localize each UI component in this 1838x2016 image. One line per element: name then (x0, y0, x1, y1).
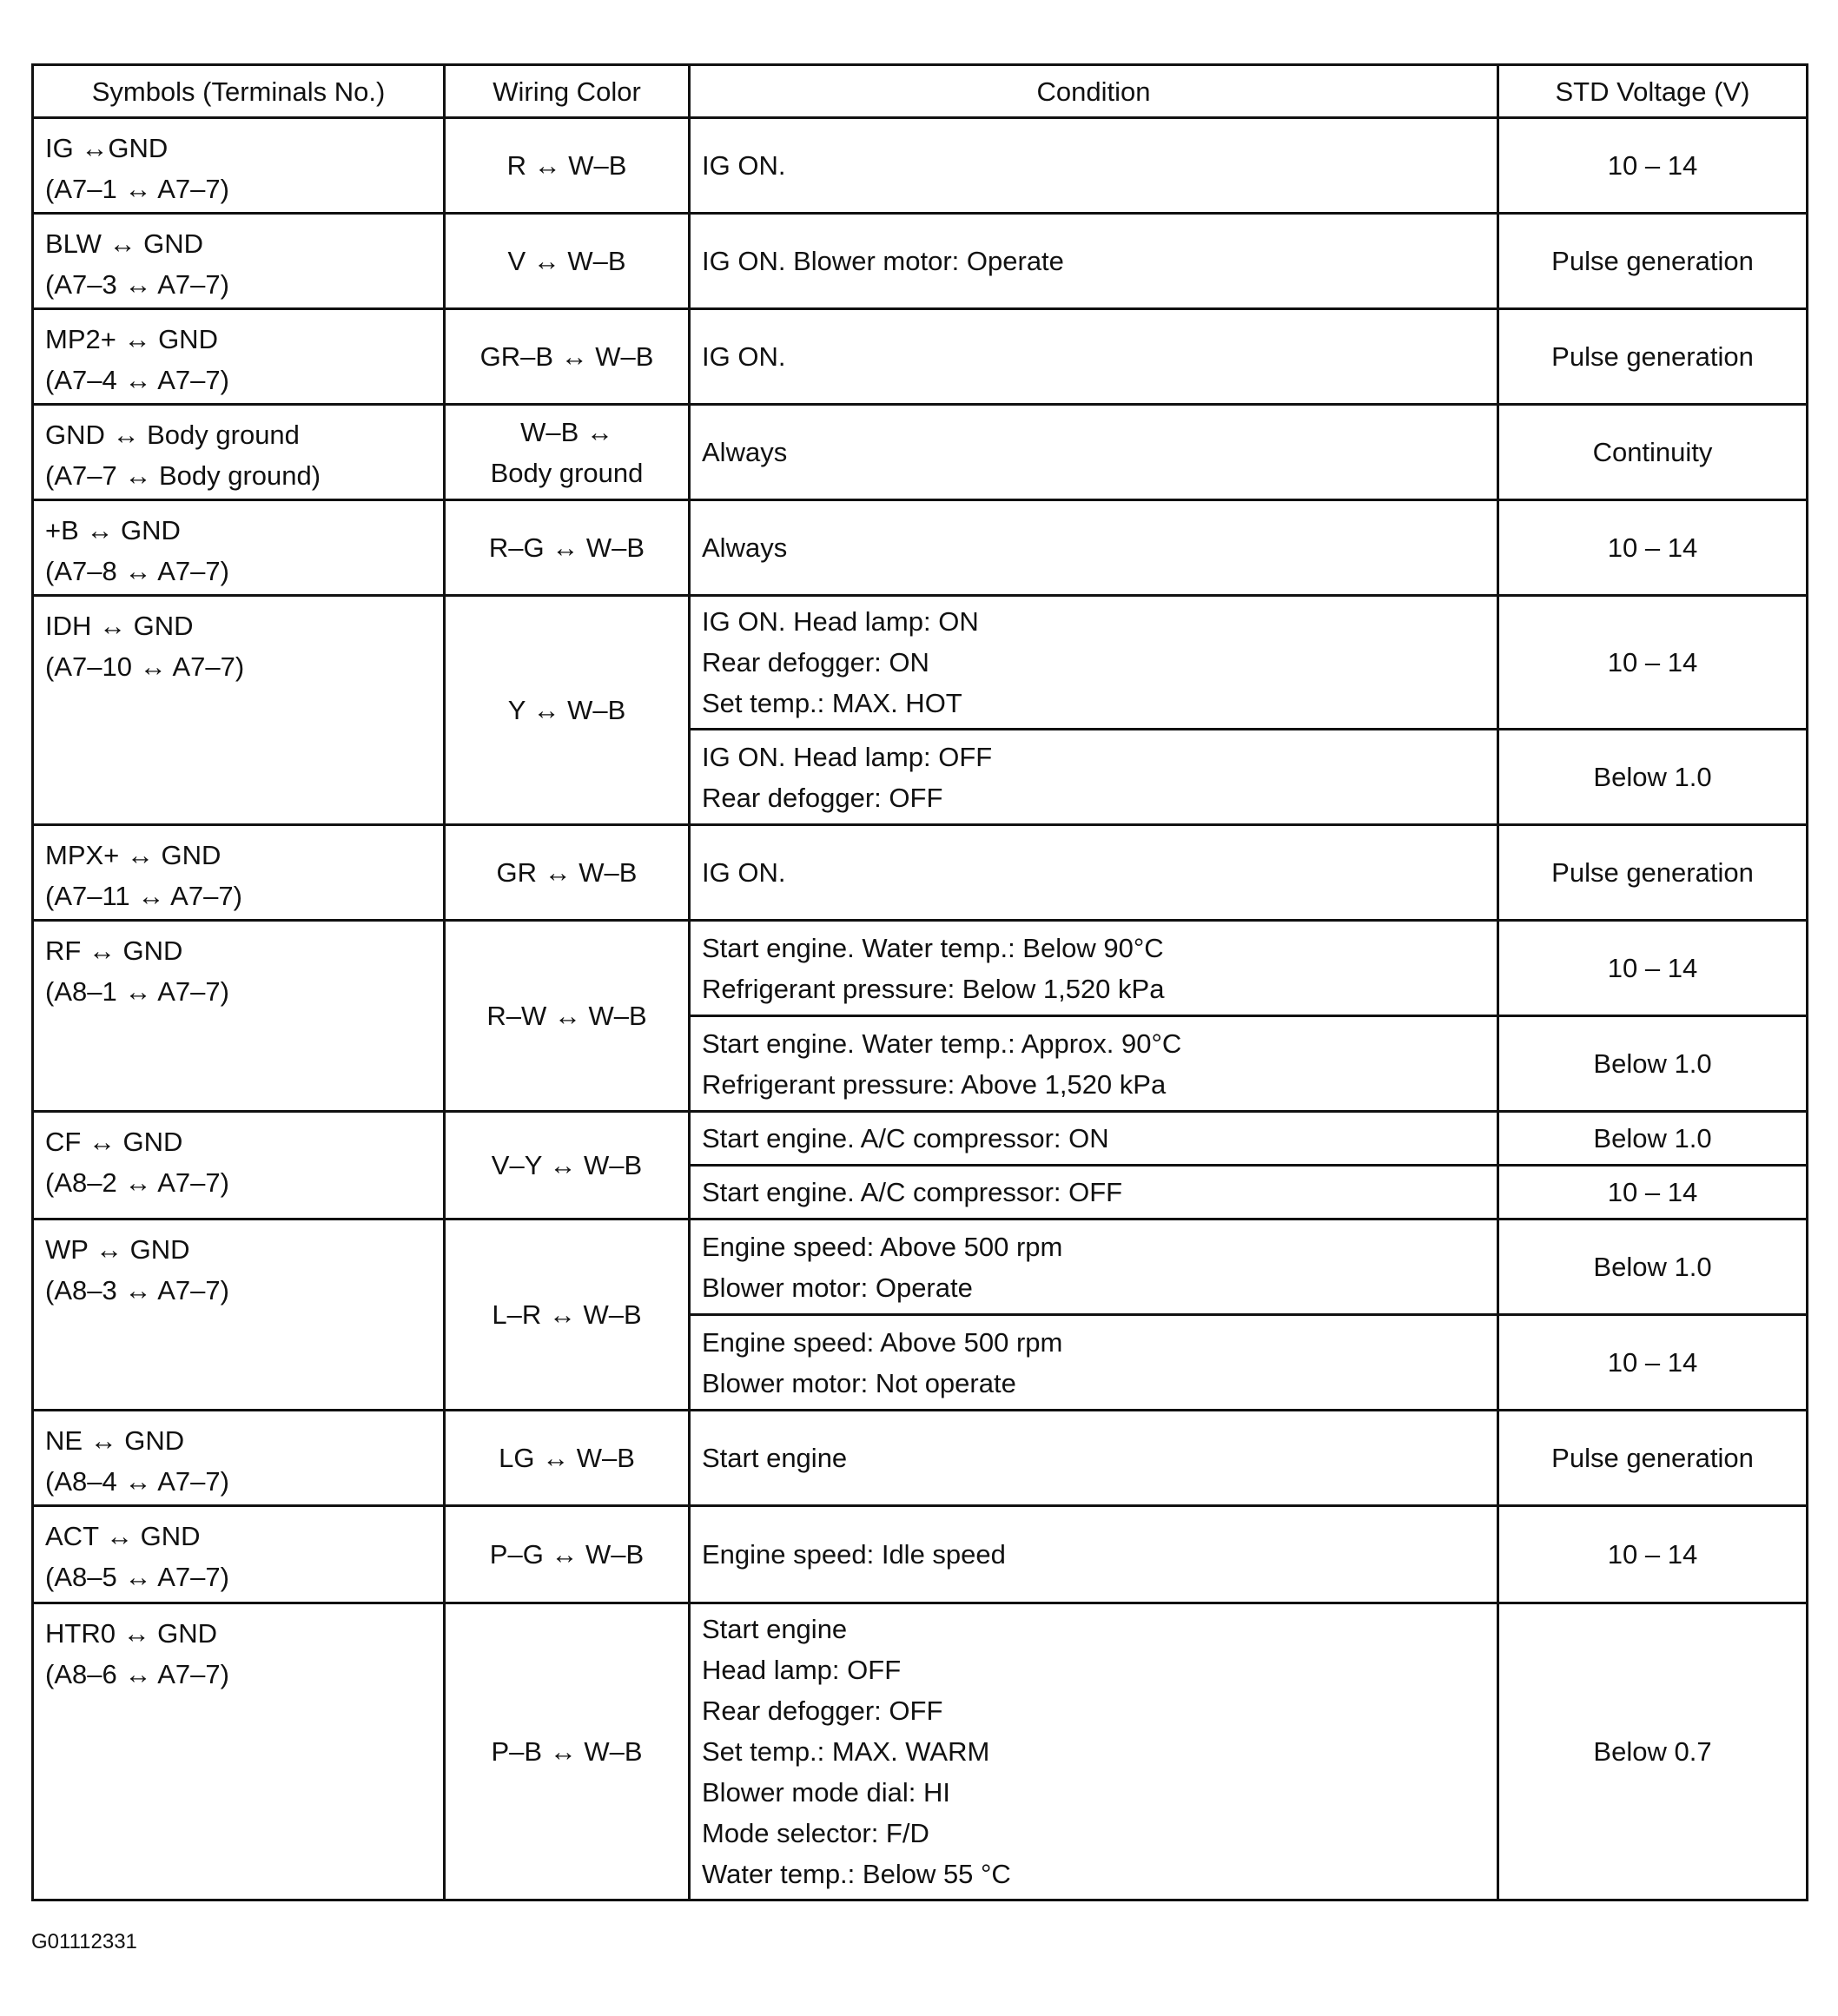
wiring-color-cell (445, 1506, 690, 1603)
wiring-color: W–B ↔ (520, 416, 613, 447)
condition-cell (690, 1166, 1498, 1220)
symbols-cell (33, 1220, 445, 1411)
symbol-name: CF ↔ GND (45, 1127, 183, 1157)
std-voltage-cell: Pulse generation (1498, 214, 1808, 309)
condition-line: Start engine. Water temp.: Approx. 90°C (702, 1028, 1182, 1059)
symbol-name: MPX+ ↔ GND (45, 840, 221, 870)
terminal-numbers: (A8–5 ↔ A7–7) (45, 1562, 229, 1592)
symbol-name: IG ↔GND (45, 133, 169, 163)
terminal-numbers: (A8–1 ↔ A7–7) (45, 976, 229, 1007)
symbol-name: HTR0 ↔ GND (45, 1618, 218, 1649)
condition-line: Set temp.: MAX. HOT (702, 688, 962, 718)
std-voltage-cell: Continuity (1498, 405, 1808, 500)
figure-id: G01112331 (31, 1930, 137, 1953)
wiring-color-cell (445, 596, 690, 825)
std-voltage-cell: 10 – 14 (1498, 1166, 1808, 1220)
std-voltage-cell: Below 1.0 (1498, 1220, 1808, 1315)
table-row (33, 1220, 1808, 1315)
wiring-color: V–Y ↔ W–B (491, 1150, 643, 1180)
symbol-name: +B ↔ GND (45, 515, 181, 545)
table-row (33, 1506, 1808, 1603)
wiring-color-cell (445, 921, 690, 1112)
condition-line: Engine speed: Idle speed (702, 1539, 1006, 1570)
condition-line: Rear defogger: OFF (702, 1695, 943, 1726)
condition-line: Water temp.: Below 55 °C (702, 1859, 1011, 1889)
wiring-color-cell (445, 500, 690, 596)
condition-cell (690, 1016, 1498, 1112)
symbols-cell (33, 596, 445, 825)
symbol-name: IDH ↔ GND (45, 611, 194, 641)
condition-line: Rear defogger: ON (702, 647, 929, 678)
condition-line: Engine speed: Above 500 rpm (702, 1231, 1063, 1262)
condition-cell (690, 596, 1498, 730)
symbols-cell (33, 1603, 445, 1900)
header-row (33, 65, 1808, 118)
wiring-color: R–G ↔ W–B (488, 532, 645, 563)
table-row (33, 1411, 1808, 1506)
std-voltage-cell: Pulse generation (1498, 1411, 1808, 1506)
table-row (33, 1112, 1808, 1166)
symbols-cell (33, 1112, 445, 1220)
condition-cell (690, 500, 1498, 596)
symbol-name: GND ↔ Body ground (45, 420, 300, 450)
symbol-name: BLW ↔ GND (45, 228, 203, 259)
wiring-color: GR ↔ W–B (496, 857, 638, 888)
symbol-name: ACT ↔ GND (45, 1521, 201, 1551)
wiring-color: GR–B ↔ W–B (479, 341, 654, 372)
wiring-color: P–G ↔ W–B (489, 1539, 645, 1570)
condition-line: Start engine (702, 1443, 848, 1473)
terminal-numbers: (A7–7 ↔ Body ground) (45, 460, 321, 491)
condition-line: IG ON. Head lamp: ON (702, 606, 979, 637)
symbols-cell (33, 309, 445, 405)
table-row (33, 214, 1808, 309)
wiring-color-cell (445, 214, 690, 309)
terminal-numbers: (A7–11 ↔ A7–7) (45, 881, 242, 911)
std-voltage-cell: 10 – 14 (1498, 1506, 1808, 1603)
std-voltage-cell: 10 – 14 (1498, 921, 1808, 1016)
condition-cell (690, 405, 1498, 500)
table-row (33, 1603, 1808, 1900)
wiring-color-cell (445, 309, 690, 405)
std-voltage-cell: Below 0.7 (1498, 1603, 1808, 1900)
condition-line: IG ON. (702, 341, 786, 372)
terminal-numbers: (A8–4 ↔ A7–7) (45, 1466, 229, 1497)
std-voltage-cell: Pulse generation (1498, 309, 1808, 405)
symbols-cell (33, 921, 445, 1112)
terminal-numbers: (A7–1 ↔ A7–7) (45, 174, 229, 204)
condition-line: Engine speed: Above 500 rpm (702, 1326, 1063, 1358)
symbols-cell (33, 214, 445, 309)
table-row (33, 405, 1808, 500)
table-row (33, 118, 1808, 214)
symbol-name: WP ↔ GND (45, 1234, 190, 1265)
condition-line: IG ON. (702, 150, 786, 181)
condition-line: Head lamp: OFF (702, 1655, 902, 1685)
table-body (33, 118, 1808, 1900)
wiring-color-cell (445, 825, 690, 921)
terminal-numbers: (A7–10 ↔ A7–7) (45, 651, 245, 682)
std-voltage-cell: Below 1.0 (1498, 730, 1808, 825)
condition-line: IG ON. (702, 857, 786, 888)
condition-line: Blower motor: Not operate (702, 1367, 1016, 1398)
header-std-voltage: STD Voltage (V) (1498, 65, 1808, 118)
wiring-color: Y ↔ W–B (507, 695, 626, 725)
condition-line: Blower motor: Operate (702, 1272, 973, 1303)
table-row (33, 596, 1808, 730)
std-voltage-cell: Below 1.0 (1498, 1016, 1808, 1112)
symbols-cell (33, 1411, 445, 1506)
terminal-numbers: (A7–3 ↔ A7–7) (45, 269, 229, 300)
condition-cell (690, 309, 1498, 405)
std-voltage-cell: Below 1.0 (1498, 1112, 1808, 1166)
condition-line: Start engine. A/C compressor: OFF (702, 1177, 1123, 1207)
terminal-numbers: (A7–4 ↔ A7–7) (45, 365, 229, 395)
terminal-voltage-table (31, 63, 1808, 1901)
symbol-name: RF ↔ GND (45, 935, 183, 966)
condition-cell (690, 1315, 1498, 1411)
header-symbols: Symbols (Terminals No.) (33, 65, 445, 118)
std-voltage-cell: 10 – 14 (1498, 596, 1808, 730)
std-voltage-cell: 10 – 14 (1498, 500, 1808, 596)
wiring-color: V ↔ W–B (507, 246, 626, 276)
wiring-color-cell (445, 1411, 690, 1506)
condition-line: Refrigerant pressure: Above 1,520 kPa (702, 1068, 1167, 1100)
wiring-color-cell (445, 1220, 690, 1411)
std-voltage-cell: 10 – 14 (1498, 1315, 1808, 1411)
terminal-numbers: (A8–6 ↔ A7–7) (45, 1659, 229, 1689)
wiring-color-cell (445, 1112, 690, 1220)
condition-line: Start engine. Water temp.: Below 90°C (702, 932, 1164, 963)
condition-cell (690, 1603, 1498, 1900)
wiring-color-cell (445, 1603, 690, 1900)
condition-line: IG ON. Head lamp: OFF (702, 741, 993, 772)
std-voltage-cell: Pulse generation (1498, 825, 1808, 921)
condition-cell (690, 1112, 1498, 1166)
condition-line: Rear defogger: OFF (702, 782, 943, 813)
condition-line: Refrigerant pressure: Below 1,520 kPa (702, 973, 1165, 1004)
condition-cell (690, 730, 1498, 825)
terminal-numbers: (A8–3 ↔ A7–7) (45, 1275, 229, 1305)
condition-cell (690, 921, 1498, 1016)
wiring-color-cell (445, 405, 690, 500)
condition-cell (690, 214, 1498, 309)
condition-cell (690, 1411, 1498, 1506)
condition-line: Always (702, 532, 788, 563)
wiring-color: R–W ↔ W–B (486, 1001, 647, 1031)
std-voltage-cell: 10 – 14 (1498, 118, 1808, 214)
wiring-color-continued: Body ground (490, 457, 644, 488)
condition-line: Start engine (702, 1614, 848, 1644)
condition-cell (690, 825, 1498, 921)
wiring-color: L–R ↔ W–B (492, 1299, 642, 1330)
symbols-cell (33, 118, 445, 214)
terminal-numbers: (A7–8 ↔ A7–7) (45, 556, 229, 586)
table-row (33, 500, 1808, 596)
symbols-cell (33, 405, 445, 500)
symbol-name: MP2+ ↔ GND (45, 324, 218, 354)
header-wiring-color: Wiring Color (445, 65, 690, 118)
wiring-color-cell (445, 118, 690, 214)
symbols-cell (33, 1506, 445, 1603)
symbols-cell (33, 500, 445, 596)
condition-line: IG ON. Blower motor: Operate (702, 246, 1064, 276)
terminal-numbers: (A8–2 ↔ A7–7) (45, 1167, 229, 1198)
condition-line: Always (702, 437, 788, 467)
condition-line: Set temp.: MAX. WARM (702, 1736, 990, 1767)
condition-line: Blower mode dial: HI (702, 1777, 951, 1808)
wiring-color: R ↔ W–B (506, 150, 627, 181)
symbols-cell (33, 825, 445, 921)
table-row (33, 309, 1808, 405)
wiring-color: LG ↔ W–B (499, 1443, 635, 1473)
condition-line: Mode selector: F/D (702, 1818, 929, 1848)
condition-cell (690, 1506, 1498, 1603)
condition-line: Start engine. A/C compressor: ON (702, 1123, 1109, 1153)
condition-cell (690, 1220, 1498, 1315)
header-condition: Condition (690, 65, 1498, 118)
table-row (33, 825, 1808, 921)
symbol-name: NE ↔ GND (45, 1425, 185, 1456)
wiring-color: P–B ↔ W–B (491, 1736, 643, 1767)
table-row (33, 921, 1808, 1016)
condition-cell (690, 118, 1498, 214)
